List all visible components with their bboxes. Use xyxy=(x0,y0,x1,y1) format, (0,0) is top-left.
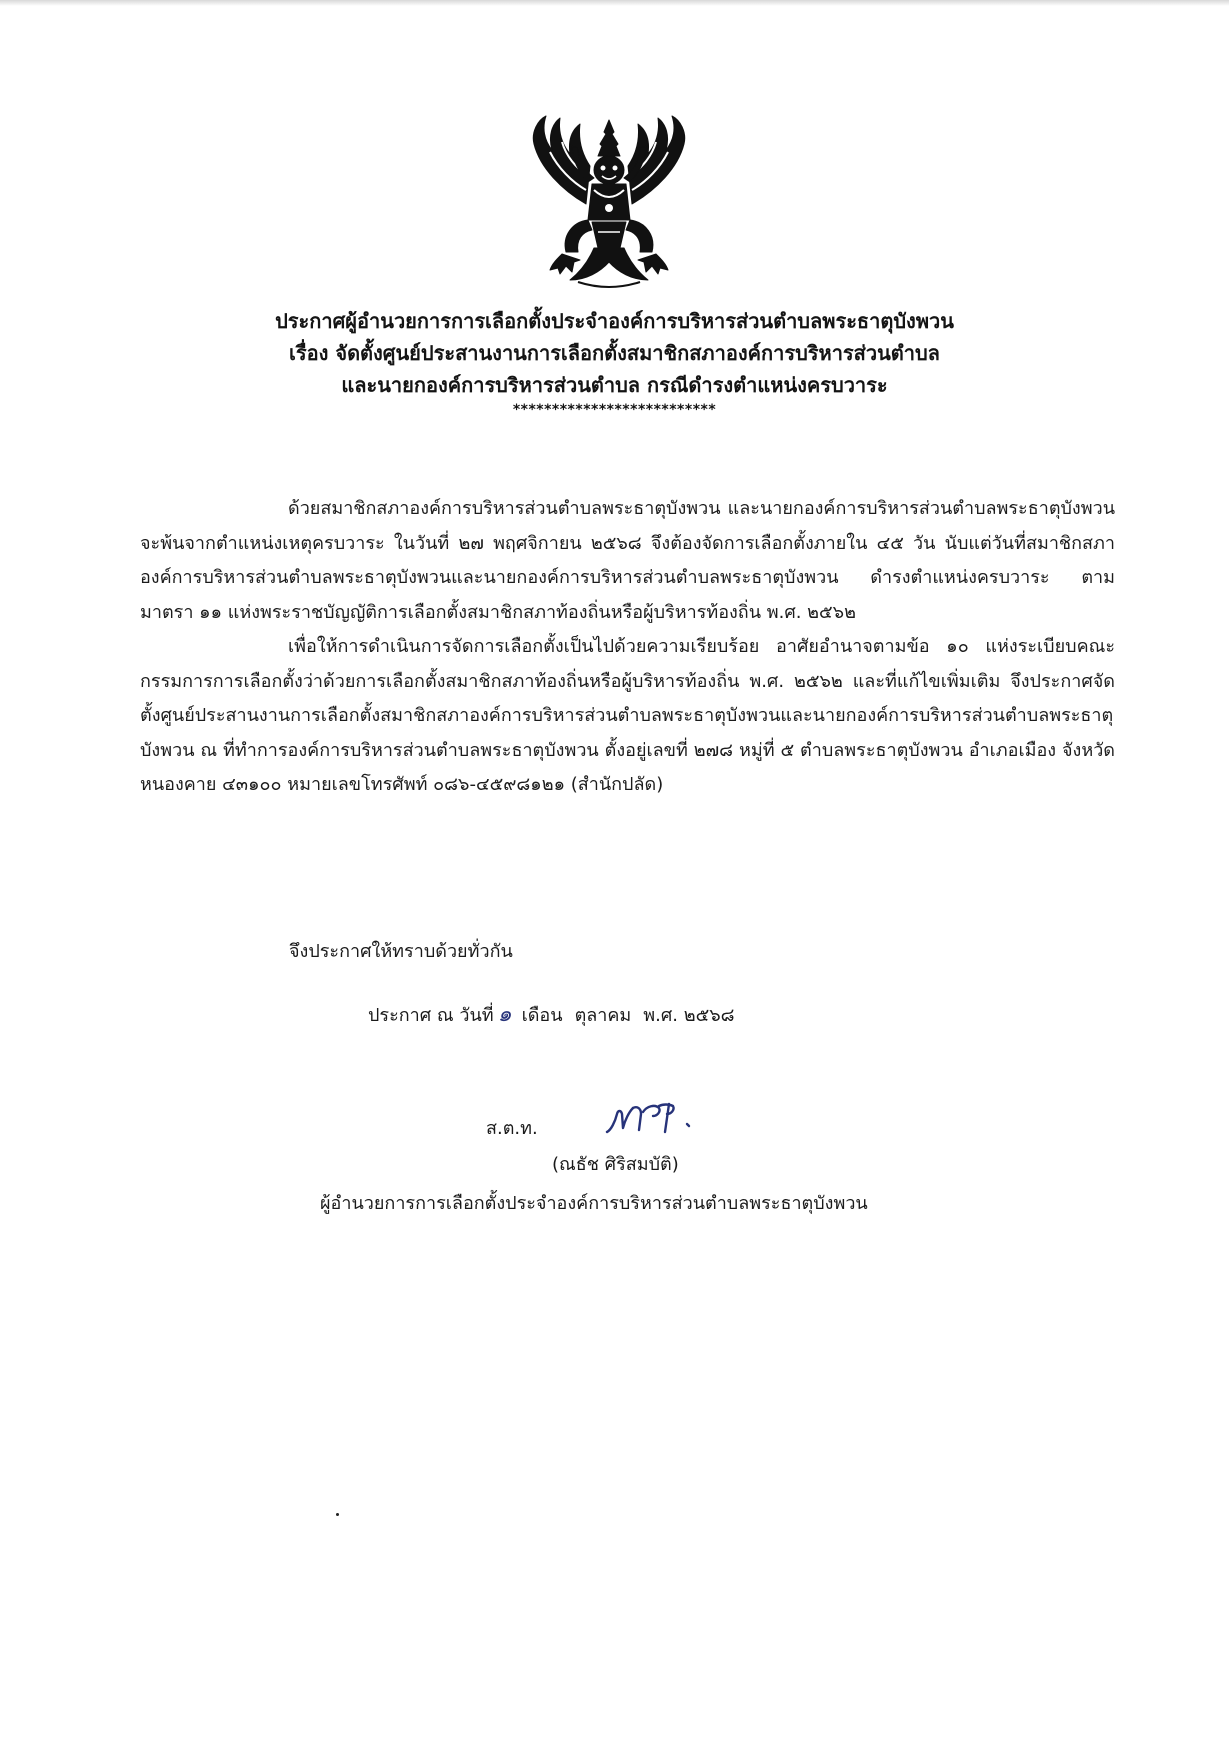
garuda-emblem-icon xyxy=(528,112,690,292)
signer-name: (ณธัช ศิริสมบัติ) xyxy=(552,1154,679,1175)
date-month-label: เดือน xyxy=(521,1005,563,1026)
date-prefix: ประกาศ ณ วันที่ xyxy=(368,1005,494,1026)
announcement-subject: เรื่อง จัดตั้งศูนย์ประสานงานการเลือกตั้งสมาชิกสภาองค์การบริหารส่วนตำบล xyxy=(289,341,940,365)
announcement-date xyxy=(368,998,735,1033)
date-day-handwritten: ๑ xyxy=(497,1002,512,1027)
announcement-title: ประกาศผู้อำนวยการการเลือกตั้งประจำองค์การบริหารส่วนตำบลพระธาตุบังพวน xyxy=(275,309,954,333)
document-body xyxy=(140,492,1115,803)
date-year: พ.ศ. ๒๕๖๘ xyxy=(643,1005,735,1026)
closing-statement: จึงประกาศให้ทราบด้วยทั่วกัน xyxy=(289,941,513,962)
scan-speck xyxy=(336,1513,339,1516)
signer-title: ผู้อำนวยการการเลือกตั้งประจำองค์การบริหารส่วนตำบลพระธาตุบังพวน xyxy=(320,1193,868,1214)
date-month: ตุลาคม xyxy=(574,1005,632,1026)
announcement-subject-continued: และนายกองค์การบริหารส่วนตำบล กรณีดำรงตำแหน่งครบวาระ xyxy=(341,373,888,397)
body-paragraph-2: เพื่อให้การดำเนินการจัดการเลือกตั้งเป็นไปด้วยความเรียบร้อย อาศัยอำนาจตามข้อ ๑๐ แห่งระเบียบคณะกรรมการการเลือกตั้งว่าด้วยการเลือกตั้งสมาชิกสภาท้องถิ่นหรือผู้บริหารท้องถิ่น พ.ศ. ๒๕๖๒ และที่แก้ไขเพิ่มเติม จึงประกาศจัดตั้งศูนย์ประสานงานการเลือกตั้งสมาชิกสภาองค์การบริหารส่วนตำบลพระธาตุบังพวนและนายกองค์การบริหารส่วนตำบลพระธาตุบังพวน ณ ที่ทำการองค์การบริหารส่วนตำบลพระธาตุบังพวน ตั้งอยู่เลขที่ ๒๗๘ หมู่ที่ ๕ ตำบลพระธาตุบังพวน อำเภอเมือง จังหวัดหนองคาย ๔๓๑๐๐ หมายเลขโทรศัพท์ ๐๘๖-๔๕๙๘๑๒๑ (สำนักปลัด) xyxy=(140,636,1115,795)
handwritten-signature-icon xyxy=(603,1090,703,1144)
header-separator: ************************** xyxy=(512,402,717,418)
body-paragraph-1: ด้วยสมาชิกสภาองค์การบริหารส่วนตำบลพระธาตุบังพวน และนายกองค์การบริหารส่วนตำบลพระธาตุบังพวน จะพ้นจากตำแหน่งเหตุครบวาระ ในวันที่ ๒๗ พฤศจิกายน ๒๕๖๘ จึงต้องจัดการเลือกตั้งภายใน ๔๕ วัน นับแต่วันที่สมาชิกสภาองค์การบริหารส่วนตำบลพระธาตุบังพวนและนายกองค์การบริหารส่วนตำบลพระธาตุบังพวน ดำรงตำแหน่งครบวาระ ตามมาตรา ๑๑ แห่งพระราชบัญญัติการเลือกตั้งสมาชิกสภาท้องถิ่นหรือผู้บริหารท้องถิ่น พ.ศ. ๒๕๖๒ xyxy=(140,498,1115,623)
document-header xyxy=(150,305,1079,419)
rank-abbreviation: ส.ต.ท. xyxy=(486,1118,538,1139)
scan-edge xyxy=(0,0,1229,6)
